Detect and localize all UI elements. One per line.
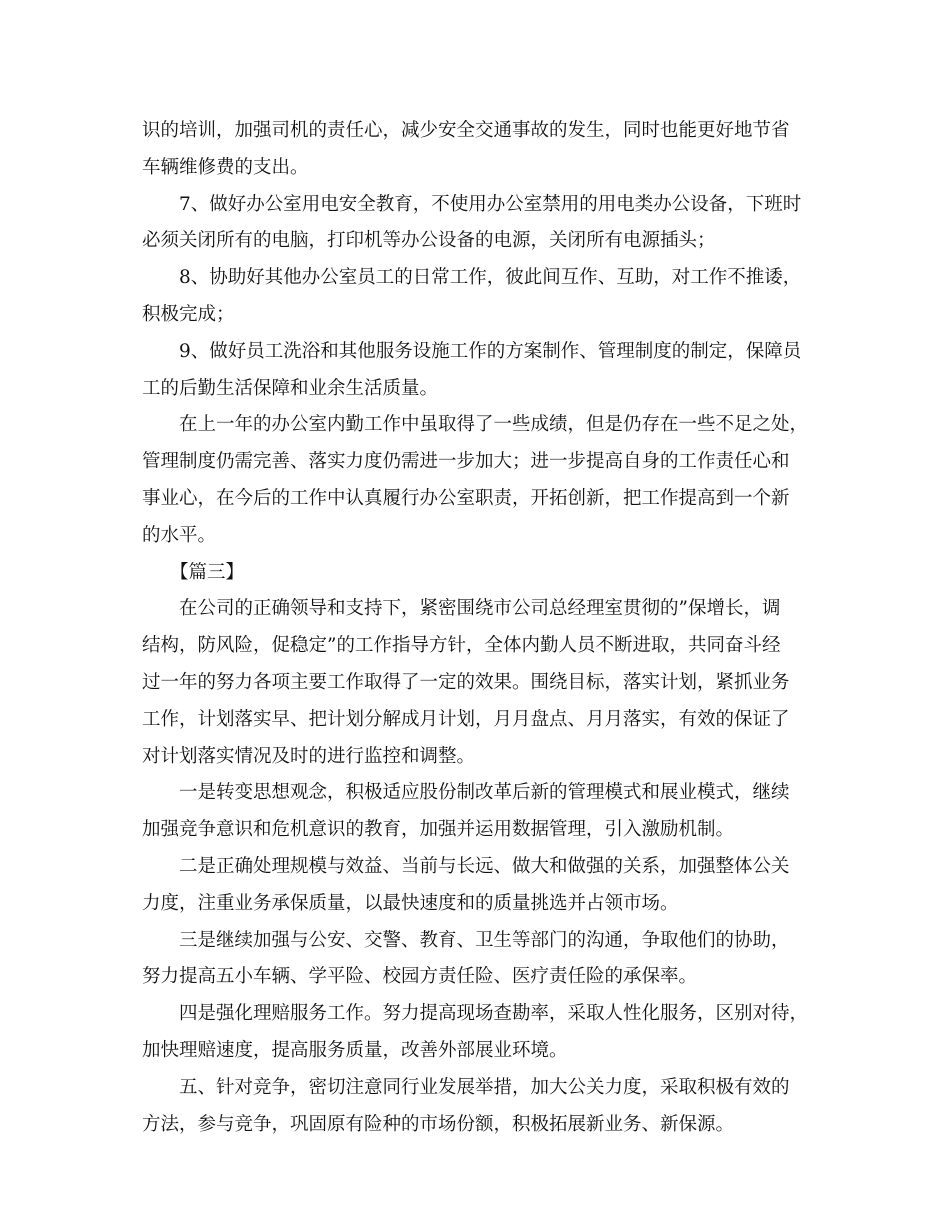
- text-line: 在上一年的办公室内勤工作中虽取得了一些成绩，但是仍存在一些不足之处，: [179, 414, 809, 436]
- text-line: 三是继续加强与公安、交警、教育、卫生等部门的沟通，争取他们的协助，: [179, 929, 790, 951]
- text-line: 努力提高五小车辆、学平险、校园方责任险、医疗责任险的承保率。: [142, 966, 698, 988]
- text-line: 二是正确处理规模与效益、当前与长远、做大和做强的关系，加强整体公关: [179, 855, 790, 877]
- text-line: 力度，注重业务承保质量，以最快速度和的质量挑选并占领市场。: [142, 892, 679, 914]
- text-line: 的水平。: [142, 524, 217, 546]
- document-page: [142, 113, 809, 1143]
- text-line: 五、针对竞争，密切注意同行业发展举措，加大公关力度，采取积极有效的: [179, 1076, 790, 1098]
- text-line: 必须关闭所有的电脑，打印机等办公设备的电源，关闭所有电源插头；: [142, 230, 716, 252]
- text-line: 加快理赔速度，提高服务质量，改善外部展业环境。: [142, 1039, 568, 1061]
- text-line: 积极完成；: [142, 303, 235, 325]
- text-line: 工的后勤生活保障和业余生活质量。: [142, 377, 439, 399]
- text-line: 9、做好员工洗浴和其他服务设施工作的方案制作、管理制度的制定，保障员: [179, 340, 802, 362]
- section-heading: 【篇三】: [170, 561, 245, 583]
- text-line: 工作，计划落实早、把计划分解成月计划，月月盘点、月月落实，有效的保证了: [142, 708, 790, 730]
- text-line: 加强竞争意识和危机意识的教育，加强并运用数据管理，引入激励机制。: [142, 819, 735, 841]
- text-line: 7、做好办公室用电安全教育，不使用办公室禁用的用电类办公设备，下班时: [179, 193, 802, 215]
- text-line: 识的培训，加强司机的责任心，减少安全交通事故的发生，同时也能更好地节省: [142, 120, 790, 141]
- text-line: 对计划落实情况及时的进行监控和调整。: [142, 745, 476, 767]
- text-line: 事业心，在今后的工作中认真履行办公室职责，开拓创新，把工作提高到一个新: [142, 487, 790, 509]
- text-line: 结构，防风险，促稳定”的工作指导方针，全体内勤人员不断进取，共同奋斗经: [142, 635, 781, 657]
- text-line: 过一年的努力各项主要工作取得了一定的效果。围绕目标，落实计划，紧抓业务: [142, 671, 790, 693]
- text-line: 车辆维修费的支出。: [142, 156, 309, 178]
- text-line: 四是强化理赔服务工作。努力提高现场查勘率，采取人性化服务，区别对待，: [179, 1003, 809, 1025]
- text-line: 管理制度仍需完善、落实力度仍需进一步加大；进一步提高自身的工作责任心和: [142, 451, 790, 473]
- text-line: 方法，参与竞争，巩固原有险种的市场份额，积极拓展新业务、新保源。: [142, 1113, 735, 1135]
- text-line: 一是转变思想观念，积极适应股份制改革后新的管理模式和展业模式，继续: [179, 782, 790, 804]
- text-line: 在公司的正确领导和支持下，紧密围绕市公司总经理室贯彻的”保增长，调: [179, 598, 781, 620]
- text-line: 8、协助好其他办公室员工的日常工作，彼此间互作、互助，对工作不推诿，: [179, 267, 802, 289]
